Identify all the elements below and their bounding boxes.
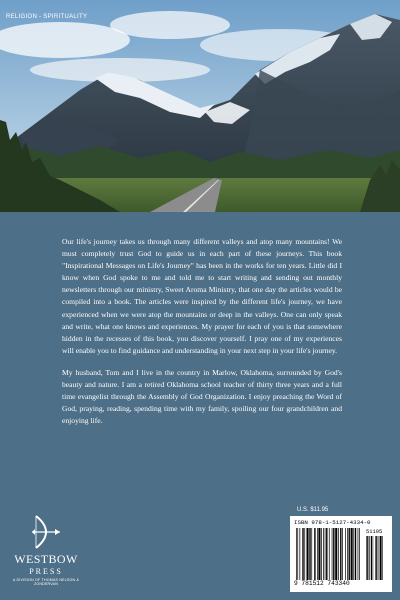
publisher-logo: [10, 512, 82, 596]
publisher-division: A DIVISION OF THOMAS NELSON & ZONDERVAN: [12, 578, 80, 587]
barcode-bar: [340, 528, 341, 580]
bow-archer-icon: [30, 514, 62, 550]
barcode-bar: [338, 528, 339, 580]
publisher-name: WESTBOW: [14, 552, 78, 566]
mountain-landscape-image: [0, 0, 400, 212]
addon-bar: [367, 536, 368, 580]
addon-bar: [366, 536, 367, 580]
barcode-bar: [314, 528, 315, 580]
barcode-bar: [351, 528, 353, 580]
author-bio-paragraph: My husband, Tom and I live in the country in Marlow, Oklahoma, surrounded by God's beauty and nature. I am a retired Oklahoma school teacher of thirty three years and a full time evangelist through the Assembly of God Organization. I enjoy preaching the Word of God, praying, reading, spending time with my family, spoiling our four grandchildren and enjoying life.: [62, 367, 342, 426]
barcode-bar: [302, 528, 303, 580]
category-label: RELIGION - SPIRITUALITY: [6, 14, 88, 20]
addon-bar: [376, 536, 377, 580]
addon-bar: [373, 536, 374, 580]
addon-bar: [375, 536, 376, 580]
barcode-bar: [304, 528, 305, 580]
barcode-bar: [321, 528, 322, 580]
back-cover-blurb: [62, 236, 342, 427]
barcode-bar: [318, 528, 320, 580]
barcode-bar: [359, 528, 360, 580]
barcode-bar: [353, 528, 354, 580]
barcode-panel: [290, 516, 392, 592]
cover-photo: [0, 0, 400, 212]
addon-bar: [371, 536, 372, 580]
addon-bar: [369, 536, 370, 580]
barcode-bar: [326, 528, 327, 580]
barcode-number: 9 781512 743340: [294, 580, 350, 587]
addon-bar: [380, 536, 382, 580]
barcode-bar: [349, 528, 350, 580]
addon-barcode: [366, 536, 388, 580]
barcode-bar: [358, 528, 359, 580]
barcode-bar: [297, 528, 298, 580]
barcode-bar: [342, 528, 343, 580]
barcode-bar: [345, 528, 346, 580]
barcode-bar: [335, 528, 337, 580]
barcode-bar: [323, 528, 324, 580]
addon-bar: [379, 536, 380, 580]
barcode-bar: [309, 528, 310, 580]
barcode-bar: [296, 528, 297, 580]
barcode-bar: [329, 528, 330, 580]
barcode-bar: [300, 528, 301, 580]
addon-bar: [382, 536, 383, 580]
addon-number: 51195: [366, 529, 383, 535]
barcode-bar: [317, 528, 318, 580]
book-description-paragraph: Our life's journey takes us through many different valleys and atop many mountains! We must completely trust God to guide us in each part of these journeys. This book "Inspirational Messages on Life's Journey" has been in the works for ten years. Little did I know when God spoke to me and told me to start writing and sending out monthly newsletters through our ministry, Sweet Aroma Ministry, that one day the articles would be compiled into a book. The articles were inspired by the different life's journey, we have experienced when we were atop the mountains or deep in the valleys. One can only speak and write, what one knows and experiences. My prayer for each of you is that somewhere hidden in the recesses of this book, you discover yourself. I pray one of my experiences will enable you to find guidance and understanding in your next step in your life's journey.: [62, 237, 342, 355]
barcode-bar: [307, 528, 309, 580]
barcode-bar: [333, 528, 334, 580]
barcode-bar: [347, 528, 348, 580]
barcode-bar: [325, 528, 326, 580]
barcode-bar: [311, 528, 312, 580]
barcode-bar: [355, 528, 356, 580]
publisher-press: PRESS: [29, 567, 63, 576]
barcode-bar: [332, 528, 333, 580]
isbn-label: ISBN 978-1-5127-4334-0: [294, 519, 371, 526]
ean-barcode: [296, 528, 362, 580]
price-label: U.S. $11.95: [297, 507, 329, 513]
